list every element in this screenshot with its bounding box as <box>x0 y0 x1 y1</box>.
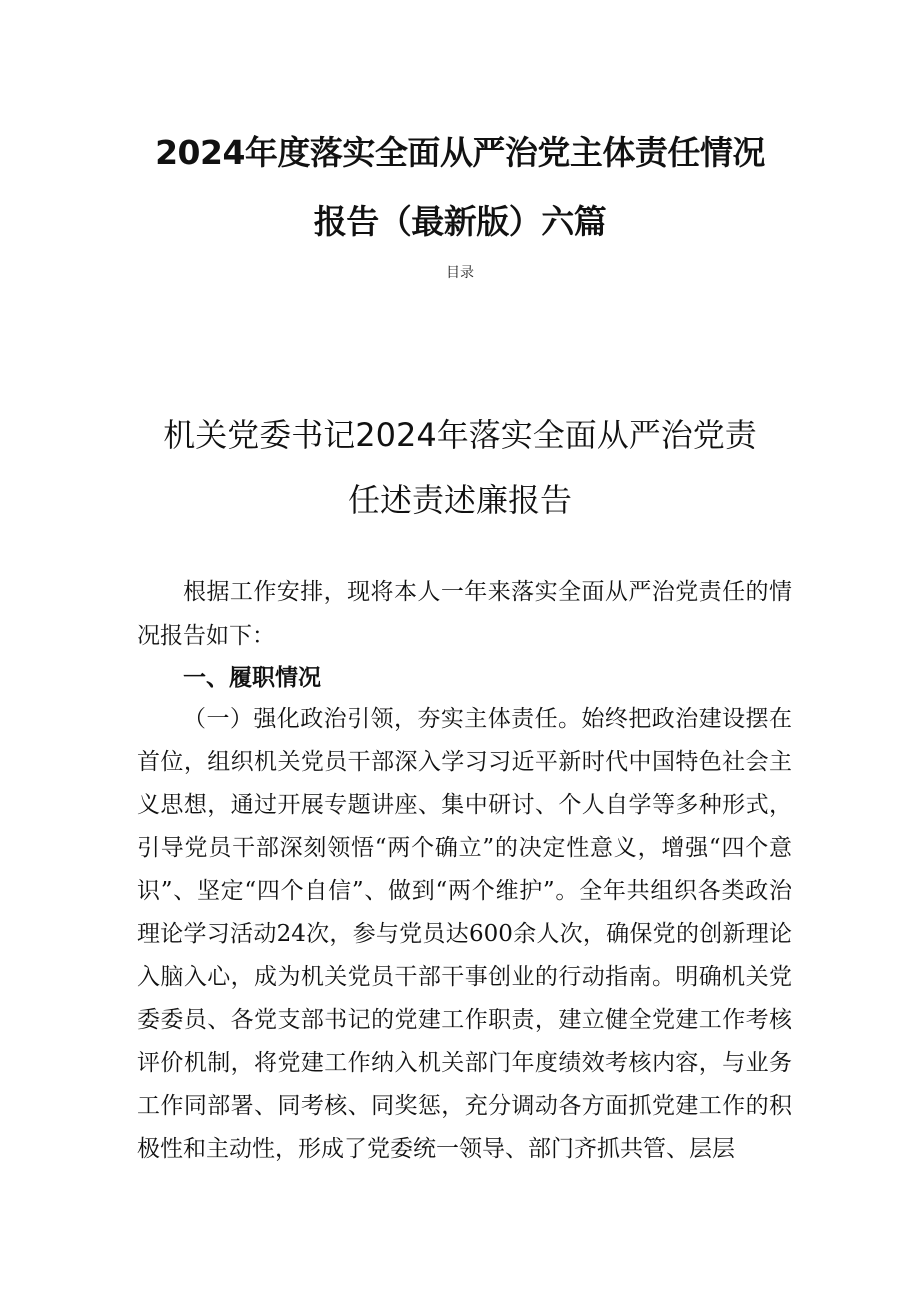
body-paragraph: （一）强化政治引领，夯实主体责任。始终把政治建设摆在首位，组织机关党员干部深入学习习近平新时代中国特色社会主义思想，通过开展专题讲座、集中研讨、个人自学等多种形式，引导党员干部深刻领悟“两个确立”的决定性意义，增强“四个意识”、坚定“四个自信”、做到“两个维护”。全年共组织各类政治理论学习活动24次，参与党员达600余人次，确保党的创新理论入脑入心，成为机关党员干部干事创业的行动指南。明确机关党委委员、各党支部书记的党建工作职责，建立健全党建工作考核评价机制，将党建工作纳入机关部门年度绩效考核内容，与业务工作同部署、同考核、同奖惩，充分调动各方面抓党建工作的积极性和主动性，形成了党委统一领导、部门齐抓共管、层层 <box>137 706 792 1162</box>
section-heading: 一、履职情况 <box>183 665 321 691</box>
intro-paragraph: 根据工作安排，现将本人一年来落实全面从严治党责任的情况报告如下： <box>137 579 792 649</box>
main-title-line-1: 2024年度落实全面从严治党主体责任情况 <box>155 133 765 172</box>
main-title-line-2: 报告（最新版）六篇 <box>313 202 607 241</box>
article-title-line-1: 机关党委书记2024年落实全面从严治党责 <box>163 416 757 454</box>
article-title-line-2: 任述责述廉报告 <box>347 481 572 519</box>
toc-label: 目录 <box>446 265 474 281</box>
